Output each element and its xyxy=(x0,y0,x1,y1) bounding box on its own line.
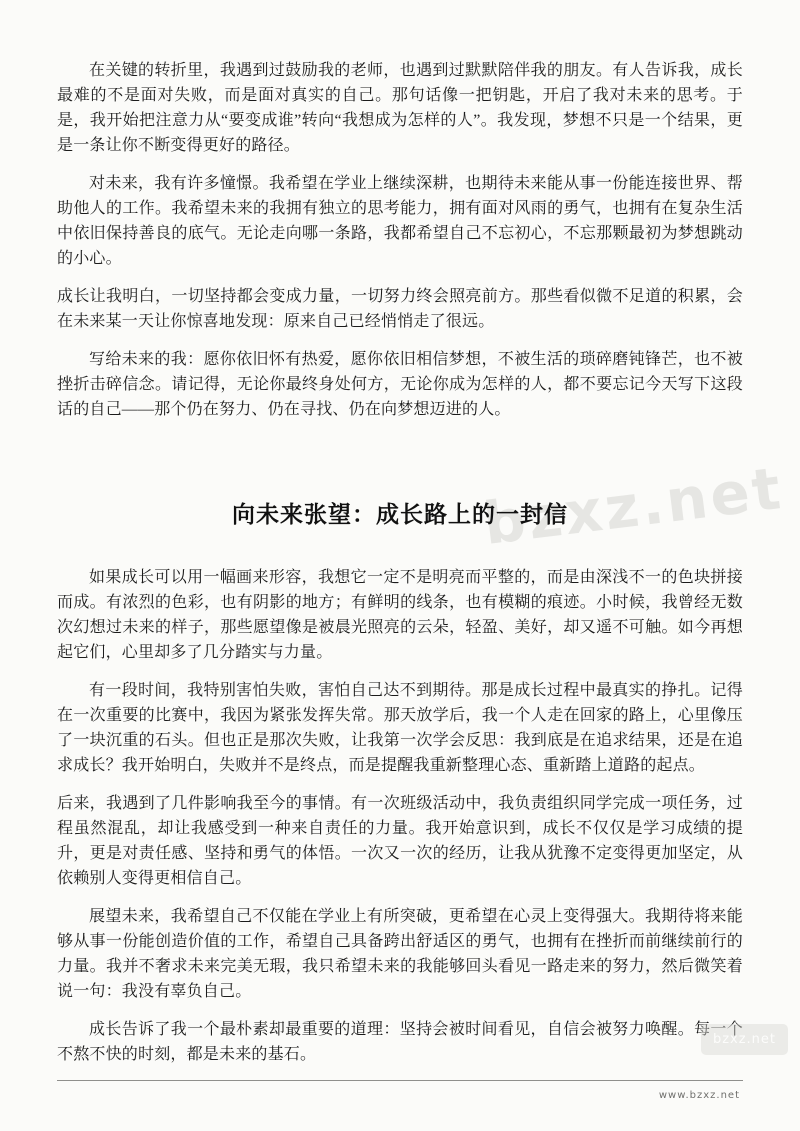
footer-site-url: www.bzxz.net xyxy=(658,1090,740,1101)
footer-divider xyxy=(57,1080,743,1081)
paragraph: 成长让我明白，一切坚持都会变成力量，一切努力终会照亮前方。那些看似微不足道的积累，会在未来某一天让你惊喜地发现：原来自己已经悄悄走了很远。 xyxy=(57,288,743,330)
paragraph: 后来，我遇到了几件影响我至今的事情。有一次班级活动中，我负责组织同学完成一项任务，过程虽然混乱，却让我感受到一种来自责任的力量。我开始意识到，成长不仅仅是学习成绩的提升，更是对责任感、坚持和勇气的体悟。一次又一次的经历，让我从犹豫不定变得更加坚定，从依赖别人变得更相信自己。 xyxy=(57,795,743,887)
watermark-text: bzxz.net xyxy=(480,453,788,559)
paragraph: 对未来，我有许多憧憬。我希望在学业上继续深耕，也期待未来能从事一份能连接世界、帮助他人的工作。我希望未来的我拥有独立的思考能力，拥有面对风雨的勇气，也拥有在复杂生活中依旧保持善良的底气。无论走向哪一条路，我都希望自己不忘初心，不忘那颗最初为梦想跳动的小心。 xyxy=(57,175,743,267)
paragraph: 在关键的转折里，我遇到过鼓励我的老师，也遇到过默默陪伴我的朋友。有人告诉我，成长最难的不是面对失败，而是面对真实的自己。那句话像一把钥匙，开启了我对未来的思考。于是，我开始把注意力从“要变成谁”转向“我想成为怎样的人”。我发现，梦想不只是一个结果，更是一条让你不断变得更好的路径。 xyxy=(57,62,743,154)
document-title: 向未来张望：成长路上的一封信 xyxy=(232,501,568,527)
letter-section-main xyxy=(57,565,743,1067)
document-content xyxy=(57,58,743,1080)
paragraph: 展望未来，我希望自己不仅能在学业上有所突破，更希望在心灵上变得强大。我期待将来能够从事一份能创造价值的工作，希望自己具备跨出舒适区的勇气，也拥有在挫折而前继续前行的力量。我并不奢求未来完美无瑕，我只希望未来的我能够回头看见一路走来的努力，然后微笑着说一句：我没有辜负自己。 xyxy=(57,908,743,1000)
paragraph: 有一段时间，我特别害怕失败，害怕自己达不到期待。那是成长过程中最真实的挣扎。记得在一次重要的比赛中，我因为紧张发挥失常。那天放学后，我一个人走在回家的路上，心里像压了一块沉重的石头。但也正是那次失败，让我第一次学会反思：我到底是在追求结果，还是在追求成长？我开始明白，失败并不是终点，而是提醒我重新整理心态、重新踏上道路的起点。 xyxy=(57,682,743,774)
paragraph: 如果成长可以用一幅画来形容，我想它一定不是明亮而平整的，而是由深浅不一的色块拼接而成。有浓烈的色彩，也有阴影的地方；有鲜明的线条，也有模糊的痕迹。小时候，我曾经无数次幻想过未来的样子，那些愿望像是被晨光照亮的云朵，轻盈、美好，却又遥不可触。如今再想起它们，心里却多了几分踏实与力量。 xyxy=(57,569,743,661)
letter-section-previous xyxy=(57,58,743,422)
watermark-badge: bzxz.net xyxy=(701,1024,788,1055)
paragraph: 成长告诉了我一个最朴素却最重要的道理：坚持会被时间看见，自信会被努力唤醒。每一个不熬不快的时刻，都是未来的基石。 xyxy=(57,1021,743,1063)
paragraph: 写给未来的我：愿你依旧怀有热爱，愿你依旧相信梦想，不被生活的琐碎磨钝锋芒，也不被挫折击碎信念。请记得，无论你最终身处何方，无论你成为怎样的人，都不要忘记今天写下这段话的自己——那个仍在努力、仍在寻找、仍在向梦想迈进的人。 xyxy=(57,351,743,418)
